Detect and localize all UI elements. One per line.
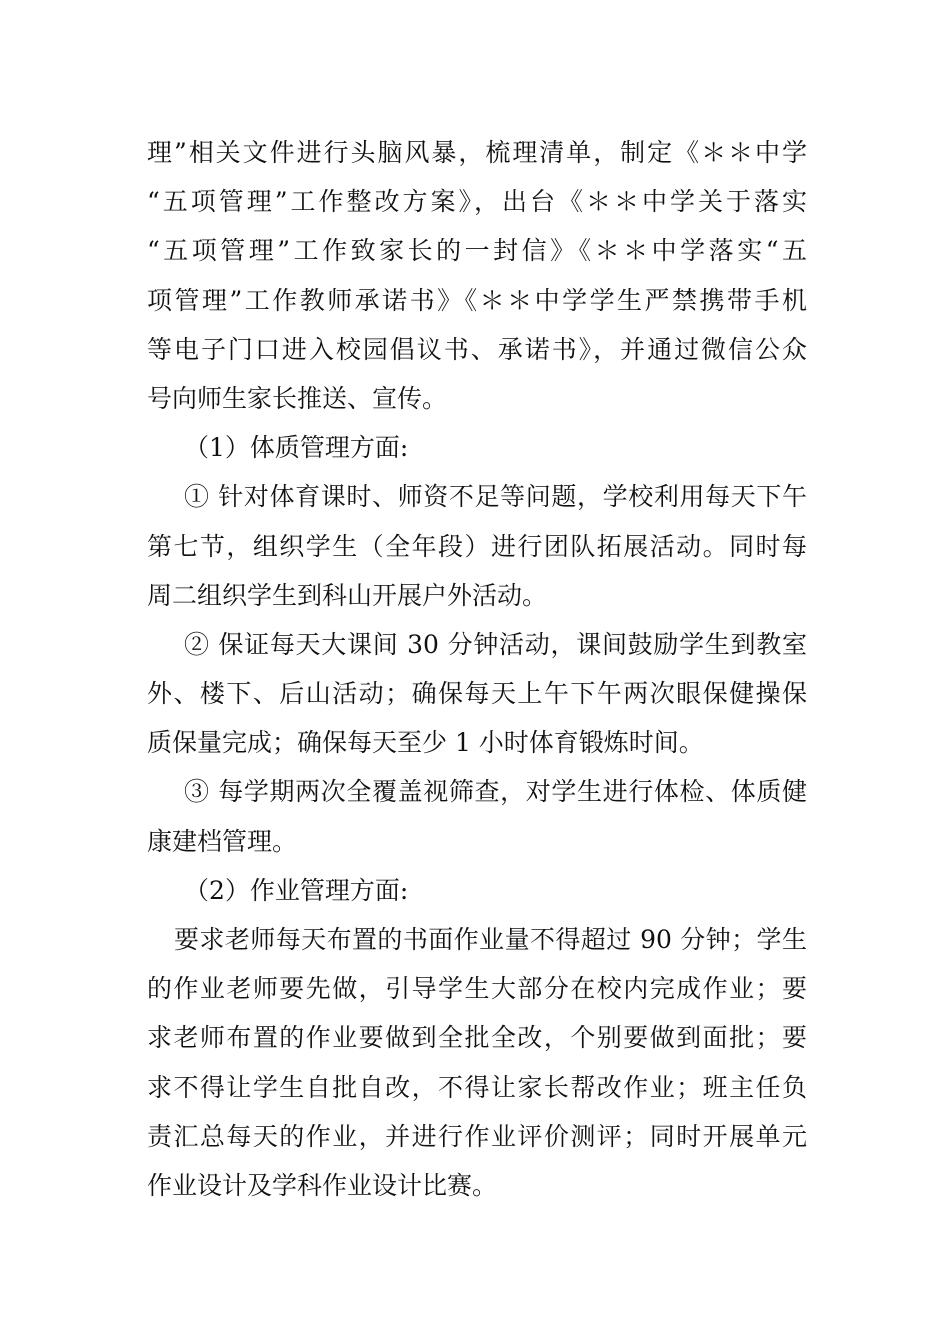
paragraph-line: 号向师生家长推送、宣传。: [147, 383, 448, 413]
list-item-line: 外、楼下、后山活动；确保每天上午下午两次眼保健操保: [147, 679, 807, 709]
list-item-line: 周二组织学生到科山开展户外活动。: [147, 580, 548, 610]
section-heading: （1）体质管理方面:: [184, 433, 409, 463]
section-heading: （2）作业管理方面:: [184, 875, 409, 905]
list-item-line: ③ 每学期两次全覆盖视筛查，对学生进行体检、体质健: [184, 777, 807, 807]
list-item-line: 第七节，组织学生（全年段）进行团队拓展活动。同时每: [147, 531, 807, 561]
list-item-line: 质保量完成；确保每天至少 1 小时体育锻炼时间。: [147, 728, 704, 758]
paragraph-line: 项管理”工作教师承诺书》《＊＊中学学生严禁携带手机: [147, 285, 807, 315]
paragraph-line: 要求老师每天布置的书面作业量不得超过 90 分钟；学生: [174, 925, 807, 954]
paragraph-line: “五项管理”工作整改方案》，出台《＊＊中学关于落实: [147, 187, 807, 217]
paragraph-line: 理”相关文件进行头脑风暴，梳理清单，制定《＊＊中学: [147, 138, 807, 167]
paragraph-line: 求不得让学生自批自改，不得让家长帮改作业；班主任负: [147, 1072, 807, 1102]
paragraph-line: “五项管理”工作致家长的一封信》《＊＊中学落实“五: [147, 236, 807, 266]
list-item-line: ① 针对体育课时、师资不足等问题，学校利用每天下午: [184, 482, 807, 512]
list-item-line: 康建档管理。: [147, 826, 298, 856]
paragraph-line: 责汇总每天的作业，并进行作业评价测评；同时开展单元: [147, 1121, 807, 1151]
document-body: [147, 128, 807, 1210]
paragraph-line: 的作业老师要先做，引导学生大部分在校内完成作业；要: [147, 974, 807, 1004]
paragraph-line: 求老师布置的作业要做到全批全改，个别要做到面批；要: [147, 1023, 807, 1053]
paragraph-line: 作业设计及学科作业设计比赛。: [147, 1170, 498, 1200]
list-item-line: ② 保证每天大课间 30 分钟活动，课间鼓励学生到教室: [184, 629, 807, 659]
paragraph-line: 等电子门口进入校园倡议书、承诺书》，并通过微信公众: [147, 334, 807, 364]
